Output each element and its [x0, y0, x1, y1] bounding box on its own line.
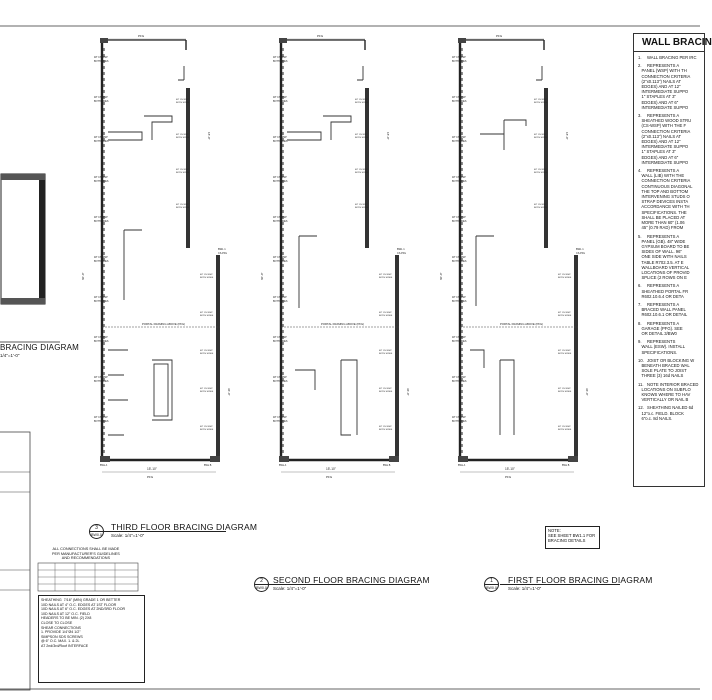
corner-block	[568, 456, 578, 462]
csw-label: 48" CS-WSP	[452, 176, 466, 179]
csw-label: 48" CS-WSP	[94, 56, 108, 59]
corner-block	[458, 456, 468, 462]
csw-label: BOTH SIDES	[558, 353, 572, 355]
csw-label: BOTH SIDES	[94, 60, 109, 63]
csw-label: 48" CS-WSP	[379, 312, 392, 314]
csw-label: BOTH SIDES	[452, 380, 467, 383]
csw-label: 48" CS-WSP	[273, 296, 287, 299]
csw-label: 48" CS-WSP	[94, 176, 108, 179]
csw-label: 48" CS-WSP	[200, 350, 213, 352]
connections-note: ALL CONNECTIONS SHALL BE MADE PER MANUFACTURER'S GUIDELINES AND RECOMMENDATIONS	[52, 547, 120, 561]
sheet-reference-note	[545, 526, 600, 549]
csw-label: BOTH SIDES	[273, 180, 288, 183]
csw-label: 48" CS-WSP	[94, 296, 108, 299]
portal-label: PORTAL FRAMING ABOVE (PFG)	[500, 322, 544, 326]
note-number: 12.	[638, 405, 644, 411]
partition	[144, 116, 172, 140]
portal-label: PORTAL FRAMING ABOVE (PFG)	[142, 322, 186, 326]
csw-label: BOTH SIDES	[355, 102, 369, 104]
csw-label: BOTH SIDES	[273, 380, 288, 383]
first-floor-plan	[439, 34, 589, 479]
note-number: 8.	[638, 320, 642, 326]
csw-label: 48" CS-WSP	[176, 134, 189, 136]
csw-label: 48" CS-WSP	[355, 204, 368, 206]
note-number: 7.	[638, 301, 642, 307]
csw-label: 48" CS-WSP	[273, 336, 287, 339]
partial-diagram-scale: 1/4"=1'-0"	[0, 353, 20, 358]
csw-label: BOTH SIDES	[558, 277, 572, 279]
csw-label: BOTH SIDES	[200, 391, 214, 393]
csw-label: 48" CS-WSP	[94, 96, 108, 99]
csw-label: 48" CS-WSP	[452, 376, 466, 379]
width-dim: 15'-10"	[505, 467, 515, 471]
csw-label: BOTH SIDES	[273, 220, 288, 223]
csw-label: 48" CS-WSP	[94, 136, 108, 139]
csw-label: 48" CS-WSP	[273, 56, 287, 59]
partition	[299, 236, 317, 308]
note-text: REPRESENTS A PANEL (GB). 48" WIDE GYPSUM BOARD TO BE SIDES OF WALL. 96" ONE SIDE WITH NAILS TABLE R702.3.5. AT E WALLBOARD VERTICAL LOCATIONS OF PROVID SPLICE (2 ROWS ON E	[641, 233, 690, 281]
csw-label: BOTH SIDES	[534, 137, 548, 139]
csw-label: BOTH SIDES	[452, 180, 467, 183]
csw-label: 48" CS-WSP	[379, 388, 392, 390]
note-item	[634, 382, 704, 403]
csw-label: BOTH SIDES	[273, 100, 288, 103]
note-item	[634, 339, 704, 355]
csw-label: BOTH SIDES	[534, 102, 548, 104]
partition	[341, 360, 357, 435]
note-item	[634, 234, 704, 281]
connections-table-lines	[38, 563, 138, 591]
csw-label: 48" CS-WSP	[558, 312, 571, 314]
note-item	[634, 302, 704, 318]
length-dim: 60'-0"	[439, 272, 443, 280]
csw-label: 48" CS-WSP	[452, 256, 466, 259]
right-brace-upper	[365, 88, 369, 248]
seg-a-dim: 18'-0"	[386, 132, 390, 140]
partition	[536, 66, 542, 80]
csw-label: 48" CS-WSP	[273, 216, 287, 219]
csw-label: 48" CS-WSP	[452, 96, 466, 99]
note-text: SHEATHING NAILED 6d 12"o.c. FIELD. BLOCK 6"o.c. 8d NAILS.	[641, 405, 694, 421]
note-item	[634, 321, 704, 337]
csw-label: BOTH SIDES	[452, 220, 467, 223]
corner-block	[279, 38, 287, 43]
partition	[476, 236, 494, 306]
csw-label: BOTH SIDES	[200, 353, 214, 355]
csw-label: 48" CS-WSP	[355, 99, 368, 101]
note-item	[634, 63, 704, 110]
second-floor-plan	[260, 34, 410, 479]
note-item	[634, 405, 704, 421]
note-number: 4.	[638, 168, 642, 174]
csw-label: BOTH SIDES	[94, 180, 109, 183]
csw-label: BOTH SIDES	[94, 140, 109, 143]
corner-block	[210, 456, 220, 462]
partition	[295, 370, 315, 390]
note-number: 9.	[638, 339, 642, 345]
csw-label: 48" CS-WSP	[452, 416, 466, 419]
csw-label: BOTH SIDES	[94, 220, 109, 223]
partial-diagram-title: BRACING DIAGRAM	[0, 343, 80, 352]
partition	[480, 120, 504, 150]
first-title-rule	[500, 584, 620, 585]
csw-label: BOTH SIDES	[200, 277, 214, 279]
csw-label: BOTH SIDES	[452, 300, 467, 303]
csw-label: 48" CS-WSP	[94, 376, 108, 379]
detail-bubble-first: 1 BW0.0	[484, 577, 499, 592]
csw-label: 48" CS-WSP	[176, 204, 189, 206]
csw-label: 48" CS-WSP	[200, 388, 213, 390]
note-number: 3.	[638, 113, 642, 119]
csw-label: BOTH SIDES	[200, 315, 214, 317]
corner-block	[458, 38, 466, 43]
note-line-2: SEE SHEET BW1.1 FOR	[548, 533, 596, 538]
cs-pfg-label: CS-PFG	[576, 252, 586, 255]
csw-label: 48" CS-WSP	[534, 134, 547, 136]
partition	[178, 66, 184, 80]
csw-label: BOTH SIDES	[94, 100, 109, 103]
right-brace-lower	[395, 255, 399, 460]
csw-label: BOTH SIDES	[379, 391, 393, 393]
csw-label: 48" CS-WSP	[273, 256, 287, 259]
detail-bubble-second: 2 BW0.0	[254, 577, 269, 592]
length-dim: 60'-0"	[260, 272, 264, 280]
right-brace-upper	[544, 88, 548, 248]
bwl-b-label: BWL B	[562, 464, 570, 467]
csw-label: 48" CS-WSP	[355, 169, 368, 171]
width-dim: 15'-10"	[147, 467, 157, 471]
csw-label: BOTH SIDES	[94, 260, 109, 263]
csw-label: BOTH SIDES	[452, 60, 467, 63]
note-line-1: NOTE:	[548, 528, 561, 533]
csw-label: BOTH SIDES	[176, 102, 190, 104]
note-number: 11.	[638, 381, 644, 387]
note-text: REPRESENTS A SHEATHED WOOD STRU (CS-WSP) WITH THE F CONNECTION CRITERIA (2"x0.113") NAILS AT EDGES) AND AT 12" INTERMEDIATE SUPPO 1" STAPLES AT 3" EDGES) AND AT 6" INTERMEDIATE SUPPO	[641, 113, 692, 165]
csw-label: BOTH SIDES	[379, 353, 393, 355]
bwl-a-label: BWL A	[100, 464, 108, 467]
csw-label: 48" CS-WSP	[273, 416, 287, 419]
length-dim: 60'-0"	[81, 272, 85, 280]
pfg-bottom-label: PFG	[505, 475, 512, 479]
csw-label: 48" CS-WSP	[379, 350, 392, 352]
partition	[470, 350, 484, 368]
partition	[124, 230, 142, 300]
note-line-3: BRACING DETAILS	[548, 538, 586, 543]
width-dim: 15'-10"	[326, 467, 336, 471]
seg-b-dim: 36'-0"	[406, 388, 410, 396]
seg-a-dim: 18'-0"	[207, 132, 211, 140]
bwl-label: BWL 1	[397, 248, 405, 251]
note-number: 5.	[638, 233, 642, 239]
csw-label: BOTH SIDES	[94, 300, 109, 303]
csw-label: BOTH SIDES	[94, 420, 109, 423]
note-item	[634, 55, 704, 60]
corner-block	[389, 456, 399, 462]
csw-label: 48" CS-WSP	[534, 204, 547, 206]
csw-label: BOTH SIDES	[200, 429, 214, 431]
csw-label: 48" CS-WSP	[176, 169, 189, 171]
csw-label: 48" CS-WSP	[558, 274, 571, 276]
csw-label: BOTH SIDES	[273, 60, 288, 63]
csw-label: 48" CS-WSP	[200, 312, 213, 314]
note-item	[634, 283, 704, 299]
note-text: JOIST OR BLOCKING W BENEATH BRACED WAL SOLE PLATE TO JOIST THREE (3) 16d NAILS	[641, 357, 695, 379]
note-text: NOTE INTERIOR BRACED LOCATIONS ON SUBFLO KNOWS WHERE TO HAV VERTICALLY OR NAIL B	[641, 381, 699, 403]
partition	[504, 120, 526, 126]
bwl-a-label: BWL A	[279, 464, 287, 467]
note-text: REPRESENTS A WALL (LIB) WITH THE CONNECTION CRITERIA CONTINUOUS DIAGONAL THE TOP AND BOTTOM INTERVENING STUDS O STRAP DEVICES INSTA ACCORDANCE WITH TH SPECIFICATIONS. THE SHALL BE PLACED AT MORE THAN 60" (1.06 45" (0.79 RAD) FROM	[641, 168, 693, 231]
csw-label: BOTH SIDES	[558, 315, 572, 317]
first-floor-title: FIRST FLOOR BRACING DIAGRAM	[508, 575, 653, 585]
third-floor-scale: Scale: 1/4"=1'-0"	[111, 533, 145, 538]
partition	[500, 360, 514, 435]
csw-label: 48" CS-WSP	[558, 388, 571, 390]
csw-label: BOTH SIDES	[176, 172, 190, 174]
partition	[323, 116, 351, 140]
right-brace-upper	[186, 88, 190, 248]
csw-label: 48" CS-WSP	[558, 350, 571, 352]
csw-label: 48" CS-WSP	[558, 426, 571, 428]
csw-label: BOTH SIDES	[176, 207, 190, 209]
csw-label: 48" CS-WSP	[273, 376, 287, 379]
note-text: WALL BRACING PER IRC	[647, 55, 697, 60]
csw-label: 48" CS-WSP	[452, 136, 466, 139]
cs-pfg-label: CS-PFG	[397, 252, 407, 255]
partition	[108, 132, 142, 140]
pfg-top-label: PFG	[496, 34, 503, 38]
corner-block	[100, 38, 108, 43]
note-item	[634, 168, 704, 230]
first-floor-scale: Scale: 1/4"=1'-0"	[508, 586, 542, 591]
csw-label: 48" CS-WSP	[452, 296, 466, 299]
third-floor-plan	[81, 34, 231, 479]
csw-label: 48" CS-WSP	[94, 416, 108, 419]
bwl-label: BWL 1	[576, 248, 584, 251]
csw-label: BOTH SIDES	[94, 380, 109, 383]
csw-label: BOTH SIDES	[558, 429, 572, 431]
csw-label: BOTH SIDES	[379, 315, 393, 317]
csw-label: 48" CS-WSP	[94, 256, 108, 259]
csw-label: BOTH SIDES	[452, 140, 467, 143]
csw-label: BOTH SIDES	[176, 137, 190, 139]
partition	[108, 350, 128, 435]
corner-block	[100, 456, 110, 462]
csw-label: BOTH SIDES	[273, 420, 288, 423]
csw-label: BOTH SIDES	[558, 391, 572, 393]
right-brace-lower	[216, 255, 220, 460]
partition	[287, 132, 321, 140]
detail-bubble-third: 3 BW0.0	[89, 524, 104, 539]
note-item	[634, 113, 704, 165]
csw-label: BOTH SIDES	[534, 207, 548, 209]
bwl-a-label: BWL A	[458, 464, 466, 467]
csw-label: BOTH SIDES	[379, 277, 393, 279]
csw-label: 48" CS-WSP	[200, 274, 213, 276]
sheathing-schedule: SHEATHING 7/16" (MIN) GRADE 1 OR BETTER 10D NAILS AT 4" O.C. EDGES AT 1ST FLOOR 10D NAILS AT 6" O.C. EDGES AT 2ND/3RD FLOOR 10D NAILS AT 12" O.C. FIELD HEADERS TO BE MIN. (2) 2X8 CLOSE TO CLOSE SHEAR CONNECTIONS 1. PROVIDE 1/4"Ø4 1/2" SIMPSON SDS SCREWS @ 6" O.C. MAX. 1. & 2L AT 2nd/3rd/Roof INTERFACE	[38, 595, 145, 683]
third-title-rule	[104, 531, 226, 532]
pfg-bottom-label: PFG	[326, 475, 333, 479]
third-floor-title: THIRD FLOOR BRACING DIAGRAM	[111, 522, 258, 532]
csw-label: 48" CS-WSP	[273, 176, 287, 179]
cs-pfg-label: CS-PFG	[218, 252, 228, 255]
partition	[152, 360, 172, 420]
csw-label: 48" CS-WSP	[379, 274, 392, 276]
notes-panel-title: WALL BRACIN	[634, 34, 704, 52]
csw-label: BOTH SIDES	[452, 420, 467, 423]
csw-label: 48" CS-WSP	[176, 99, 189, 101]
csw-label: 48" CS-WSP	[273, 136, 287, 139]
second-floor-title: SECOND FLOOR BRACING DIAGRAM	[273, 575, 430, 585]
right-brace-lower	[574, 255, 578, 460]
csw-label: 48" CS-WSP	[355, 134, 368, 136]
notes-list	[634, 55, 704, 421]
pfg-top-label: PFG	[138, 34, 145, 38]
note-item	[634, 358, 704, 379]
csw-label: BOTH SIDES	[452, 100, 467, 103]
bwl-b-label: BWL B	[383, 464, 391, 467]
note-number: 10.	[638, 357, 644, 363]
csw-label: 48" CS-WSP	[452, 336, 466, 339]
note-text: REPRESENTS WALL (ESW). INSTALL SPECIFICATIONS.	[641, 339, 685, 355]
csw-label: 48" CS-WSP	[534, 169, 547, 171]
csw-label: BOTH SIDES	[452, 260, 467, 263]
csw-label: BOTH SIDES	[355, 137, 369, 139]
csw-label: 48" CS-WSP	[200, 426, 213, 428]
seg-b-dim: 36'-0"	[585, 388, 589, 396]
wall-bracing-notes-panel	[633, 33, 712, 487]
bwl-label: BWL 1	[218, 248, 226, 251]
note-number: 6.	[638, 283, 642, 289]
second-floor-scale: Scale: 1/4"=1'-0"	[273, 586, 307, 591]
partition	[154, 364, 168, 416]
csw-label: 48" CS-WSP	[94, 336, 108, 339]
csw-label: BOTH SIDES	[273, 340, 288, 343]
csw-label: BOTH SIDES	[273, 300, 288, 303]
corner-block	[279, 456, 289, 462]
note-text: REPRESENTS A SHEATHED PORTAL FR R602.10.6.4 OR DETA	[641, 283, 689, 299]
csw-label: 48" CS-WSP	[273, 96, 287, 99]
bwl-b-label: BWL B	[204, 464, 212, 467]
note-text: REPRESENTS A BRACED WALL PANEL R602.10.6.1 OR DETAIL	[641, 301, 688, 318]
note-text: REPRESENTS A PANEL (WSP) WITH TH CONNECTION CRITERIA (2"x0.113") NAILS AT EDGES) AND AT 12" INTERMEDIATE SUPPO 1" STAPLES AT 3" EDGES) AND AT 6" INTERMEDIATE SUPPO	[641, 63, 691, 110]
note-text: REPRESENTS A GARAGE (PFG). SEE OR DETAIL 3/BW0	[641, 320, 683, 336]
seg-b-dim: 36'-0"	[227, 388, 231, 396]
csw-label: BOTH SIDES	[355, 207, 369, 209]
portal-label: PORTAL FRAMING ABOVE (PFG)	[321, 322, 365, 326]
note-number: 2.	[638, 63, 642, 69]
pfg-top-label: PFG	[317, 34, 324, 38]
seg-a-dim: 18'-0"	[565, 132, 569, 140]
csw-label: 48" CS-WSP	[379, 426, 392, 428]
csw-label: 48" CS-WSP	[94, 216, 108, 219]
note-number: 1.	[638, 55, 642, 60]
second-title-rule	[268, 584, 420, 585]
csw-label: 48" CS-WSP	[534, 99, 547, 101]
csw-label: BOTH SIDES	[94, 340, 109, 343]
csw-label: 48" CS-WSP	[452, 216, 466, 219]
pfg-bottom-label: PFG	[147, 475, 154, 479]
csw-label: BOTH SIDES	[355, 172, 369, 174]
csw-label: BOTH SIDES	[379, 429, 393, 431]
partition	[357, 66, 363, 80]
csw-label: BOTH SIDES	[273, 260, 288, 263]
csw-label: 48" CS-WSP	[452, 56, 466, 59]
csw-label: BOTH SIDES	[534, 172, 548, 174]
csw-label: BOTH SIDES	[273, 140, 288, 143]
csw-label: BOTH SIDES	[452, 340, 467, 343]
